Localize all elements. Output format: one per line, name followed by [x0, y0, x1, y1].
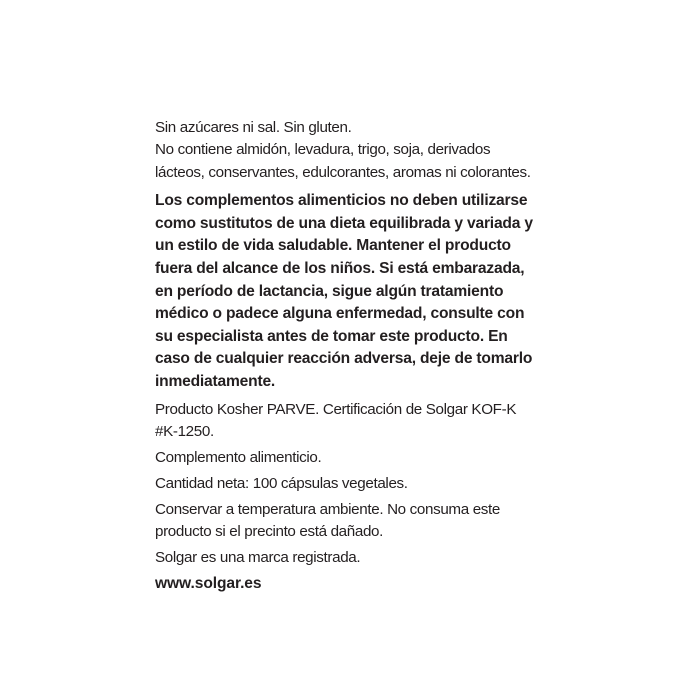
- warning-line: médico o padece alguna enfermedad, consulte con: [155, 305, 525, 323]
- ingredients-note: [155, 117, 575, 184]
- kosher-certification: [155, 399, 575, 444]
- trademark-notice: [155, 547, 575, 569]
- warning-line: caso de cualquier reacción adversa, deje de tomarlo: [155, 350, 533, 368]
- warning-line: un estilo de vida saludable. Mantener el producto: [155, 237, 511, 255]
- ingredients-note-line: Sin azúcares ni sal. Sin gluten.: [155, 119, 352, 136]
- category-line: Complemento alimenticio.: [155, 448, 322, 466]
- warning-line: inmediatamente.: [155, 372, 276, 390]
- product-category: [155, 447, 575, 469]
- ingredients-note-line: lácteos, conservantes, edulcorantes, aromas ni colorantes.: [155, 163, 531, 181]
- website-link: [155, 573, 575, 595]
- warning-line: su especialista antes de tomar este producto. En: [155, 327, 508, 345]
- storage-line: Conservar a temperatura ambiente. No consuma este: [155, 500, 500, 518]
- storage-instructions: [155, 499, 575, 544]
- warning-line: en período de lactancia, sigue algún tratamiento: [155, 282, 504, 300]
- website-url: www.solgar.es: [155, 574, 262, 592]
- warning-line: como sustitutos de una dieta equilibrada y variada y: [155, 214, 533, 232]
- warning-line: Los complementos alimenticios no deben utilizarse: [155, 192, 528, 210]
- trademark-line: Solgar es una marca registrada.: [155, 549, 361, 566]
- net-quantity: [155, 473, 575, 495]
- storage-line: producto si el precinto está dañado.: [155, 523, 384, 541]
- ingredients-note-line: No contiene almidón, levadura, trigo, soja, derivados: [155, 141, 491, 159]
- kosher-line: #K-1250.: [155, 422, 214, 440]
- net-quantity-line: Cantidad neta: 100 cápsulas vegetales.: [155, 474, 408, 492]
- kosher-line: Producto Kosher PARVE. Certificación de Solgar KOF-K: [155, 400, 517, 418]
- label-text-panel: [155, 117, 575, 599]
- warning-line: fuera del alcance de los niños. Si está embarazada,: [155, 260, 525, 277]
- warning-paragraph: [155, 190, 575, 393]
